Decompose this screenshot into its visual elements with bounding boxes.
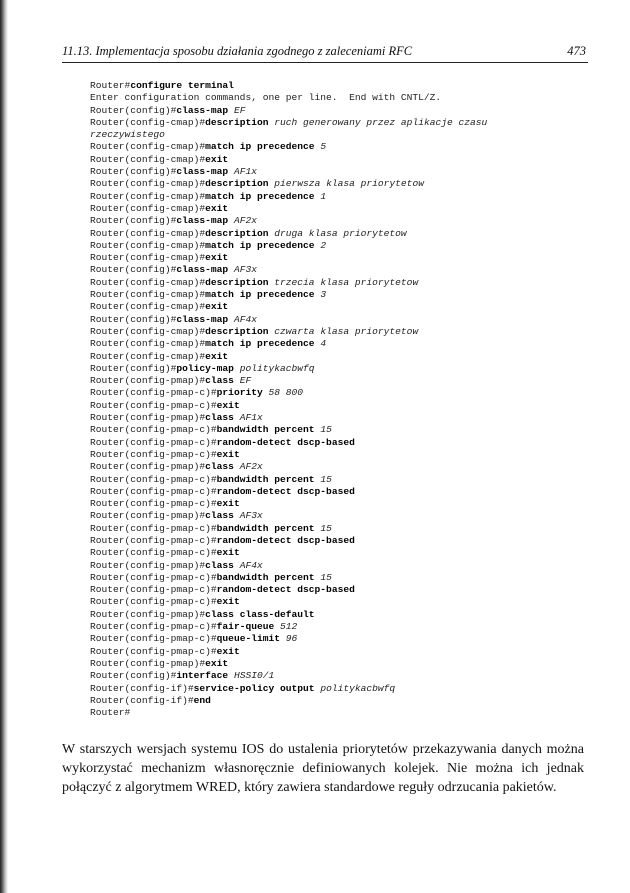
code-line [90,486,590,498]
code-line [90,560,590,572]
code-prompt: Router(config-pmap)# [90,461,206,473]
code-prompt: Router(config-pmap-c)# [90,424,217,436]
code-prompt: Router(config-cmap)# [90,116,206,128]
code-line [90,105,590,117]
code-line [90,387,590,399]
code-prompt: Router(config-pmap-c)# [90,473,217,485]
code-command: description [205,276,269,288]
code-prompt: Router(config-pmap-c)# [90,584,217,596]
code-prompt: Router(config-pmap-c)# [90,448,217,460]
code-prompt: Router(config-pmap-c)# [90,485,217,497]
code-line [90,474,590,486]
code-command: class-map [176,166,229,178]
code-line [90,92,590,104]
code-prompt: Router(config-cmap)# [90,178,206,190]
code-prompt: Router(config-cmap)# [90,325,206,337]
code-line [90,437,590,449]
code-argument: AF4x [239,559,263,571]
code-argument: 15 [320,424,332,436]
code-prompt: Router(config-cmap)# [90,289,206,301]
code-command: class-map [176,215,229,227]
code-command: match ip precedence [205,289,315,301]
code-prompt: Router(config-pmap-c)# [90,621,217,633]
code-command: class-map [176,313,229,325]
code-prompt: Router(config-pmap)# [90,510,206,522]
code-prompt: Router(config-pmap-c)# [90,522,217,534]
chapter-title: 11.13. Implementacja sposobu działania zgodnego z zaleceniami RFC [62,44,413,58]
code-command: match ip precedence [205,338,315,350]
code-line [90,166,590,178]
code-prompt: Router(config-pmap-c)# [90,633,217,645]
code-prompt: Router# [90,80,131,91]
code-argument: AF1x [233,166,257,178]
code-prompt: Router(config-if)# [90,682,194,694]
code-argument: AF1x [239,412,263,424]
code-line [90,498,590,510]
code-argument: czwarta klasa priorytetow [274,325,419,337]
code-prompt: Router(config-if)# [90,694,194,706]
code-line [90,178,590,190]
code-line [90,449,590,461]
code-argument: 3 [320,289,327,301]
code-line [90,301,590,313]
code-line [90,584,590,596]
code-prompt: Router(config-pmap-c)# [90,387,217,399]
code-argument: EF [233,104,246,116]
code-argument: EF [239,375,252,387]
code-prompt: Router(config-cmap)# [90,338,206,350]
code-prompt: Router(config-pmap-c)# [90,498,217,510]
code-prompt: Router(config-cmap)# [90,276,206,288]
code-command: service-policy output [193,682,315,694]
code-command: bandwidth percent [216,473,315,485]
page-binding-edge [0,0,8,893]
code-command: random-detect dscp-based [216,436,355,448]
code-command: match ip precedence [205,239,315,251]
code-command: random-detect dscp-based [216,584,355,596]
code-prompt: Router(config-pmap-c)# [90,645,217,657]
code-argument: 15 [320,473,332,485]
code-argument: 15 [320,522,332,534]
code-argument: politykacbwfq [239,362,315,374]
code-prompt: Router(config-cmap)# [90,190,206,202]
code-argument: AF2x [239,461,263,473]
code-prompt: Router(config-cmap)# [90,301,206,313]
code-command: interface [176,670,229,682]
code-line [90,363,590,375]
code-argument: 5 [320,141,327,153]
code-argument: druga klasa priorytetow [274,227,407,239]
code-line [90,633,590,645]
code-command: exit [216,498,240,510]
code-argument: 58 800 [268,387,304,399]
code-command: exit [205,202,229,214]
code-line [90,277,590,289]
code-line [90,80,590,92]
code-prompt: Router(config)# [90,313,177,325]
code-argument: AF2x [233,215,257,227]
code-command: bandwidth percent [216,424,315,436]
code-command: class-map [176,264,229,276]
code-argument: AF3x [239,510,263,522]
code-command: random-detect dscp-based [216,534,355,546]
code-line [90,314,590,326]
code-line [90,154,590,166]
code-command: exit [205,350,229,362]
code-line [90,252,590,264]
code-line [90,191,590,203]
running-header [62,42,588,63]
code-prompt: Router(config-pmap)# [90,657,206,669]
code-command: class [205,412,234,424]
code-line [90,228,590,240]
code-prompt: Router# [90,707,131,719]
code-line [90,609,590,621]
code-line [90,240,590,252]
code-line [90,351,590,363]
code-line [90,203,590,215]
code-command: policy-map [176,362,234,374]
code-line [90,621,590,633]
code-command: description [205,227,269,239]
code-line [90,510,590,522]
code-command: bandwidth percent [216,571,315,583]
code-prompt: Router(config-cmap)# [90,227,206,239]
code-line [90,141,590,153]
code-line [90,326,590,338]
code-command: exit [205,153,229,165]
code-prompt: Router(config-pmap-c)# [90,436,217,448]
body-paragraph: W starszych wersjach systemu IOS do ustalenia priorytetów przekazywania danych można wykorzystać mechanizm własnoręcznie definiowanych kolejek. Nie można ich jednak połączyć z algorytmem WRED, który zawiera standardowe reguły odrzucania pakietów. [62,742,584,796]
code-line [90,596,590,608]
code-line [90,547,590,559]
code-command: match ip precedence [205,141,315,153]
code-command: end [193,694,211,706]
code-prompt: Enter configuration commands, one per line. End with CNTL/Z. [90,92,442,104]
code-command: class class-default [205,608,315,620]
code-command: fair-queue [216,621,275,633]
code-line [90,707,590,719]
code-command: description [205,116,269,128]
code-prompt: Router(config-pmap-c)# [90,534,217,546]
code-prompt: Router(config)# [90,264,177,276]
code-line [90,572,590,584]
code-prompt: Router(config-pmap-c)# [90,571,217,583]
code-command: description [205,178,269,190]
code-prompt: Router(config-pmap)# [90,559,206,571]
code-command: class-map [176,104,229,116]
code-command: class [205,559,234,571]
code-line [90,215,590,227]
code-argument: 96 [285,633,298,645]
code-prompt: Router(config-pmap)# [90,412,206,424]
code-command: configure terminal [130,80,234,91]
code-argument: ruch generowany przez aplikacje czasu [274,116,488,128]
page-number: 473 [567,44,586,58]
code-command: exit [205,657,229,669]
code-command: class [205,510,234,522]
code-command: random-detect dscp-based [216,485,355,497]
code-line [90,646,590,658]
code-argument: 4 [320,338,327,350]
code-argument: politykacbwfq [320,682,396,694]
code-line [90,461,590,473]
code-argument: rzeczywistego [90,129,165,141]
code-prompt: Router(config-cmap)# [90,153,206,165]
code-line [90,338,590,350]
code-line [90,289,590,301]
code-line [90,412,590,424]
code-argument: 15 [320,571,332,583]
code-prompt: Router(config-cmap)# [90,252,206,264]
code-command: exit [205,301,229,313]
code-command: exit [216,547,240,559]
code-command: class [205,461,234,473]
code-command: exit [216,448,240,460]
code-line [90,129,590,141]
code-prompt: Router(config)# [90,670,177,682]
code-argument: 1 [320,190,327,202]
code-line [90,670,590,682]
code-line [90,424,590,436]
code-line [90,695,590,707]
code-argument: AF4x [233,313,257,325]
code-prompt: Router(config-cmap)# [90,141,206,153]
code-line [90,523,590,535]
code-prompt: Router(config-cmap)# [90,202,206,214]
code-line [90,375,590,387]
code-argument: pierwsza klasa priorytetow [274,178,424,190]
code-prompt: Router(config-pmap)# [90,375,206,387]
code-command: exit [216,596,240,608]
code-command: exit [216,399,240,411]
code-prompt: Router(config)# [90,166,177,178]
code-prompt: Router(config)# [90,104,177,116]
code-line [90,535,590,547]
code-listing [90,80,590,719]
code-prompt: Router(config)# [90,215,177,227]
code-line [90,117,590,129]
code-command: description [205,325,269,337]
code-argument: trzecia klasa priorytetow [274,276,419,288]
code-command: priority [216,387,263,399]
code-prompt: Router(config-cmap)# [90,350,206,362]
code-prompt: Router(config-pmap-c)# [90,399,217,411]
code-argument: 512 [280,621,298,633]
code-argument: 2 [320,239,327,251]
code-prompt: Router(config-pmap-c)# [90,596,217,608]
code-line [90,264,590,276]
code-command: queue-limit [216,633,281,645]
code-line [90,683,590,695]
code-line [90,400,590,412]
code-argument: HSSI0/1 [233,670,275,682]
code-line [90,658,590,670]
code-argument: AF3x [233,264,257,276]
code-command: exit [205,252,229,264]
code-command: class [205,375,234,387]
code-prompt: Router(config)# [90,362,177,374]
code-prompt: Router(config-pmap-c)# [90,547,217,559]
code-prompt: Router(config-cmap)# [90,239,206,251]
code-command: match ip precedence [205,190,315,202]
code-command: exit [216,645,240,657]
code-command: bandwidth percent [216,522,315,534]
code-prompt: Router(config-pmap)# [90,608,206,620]
